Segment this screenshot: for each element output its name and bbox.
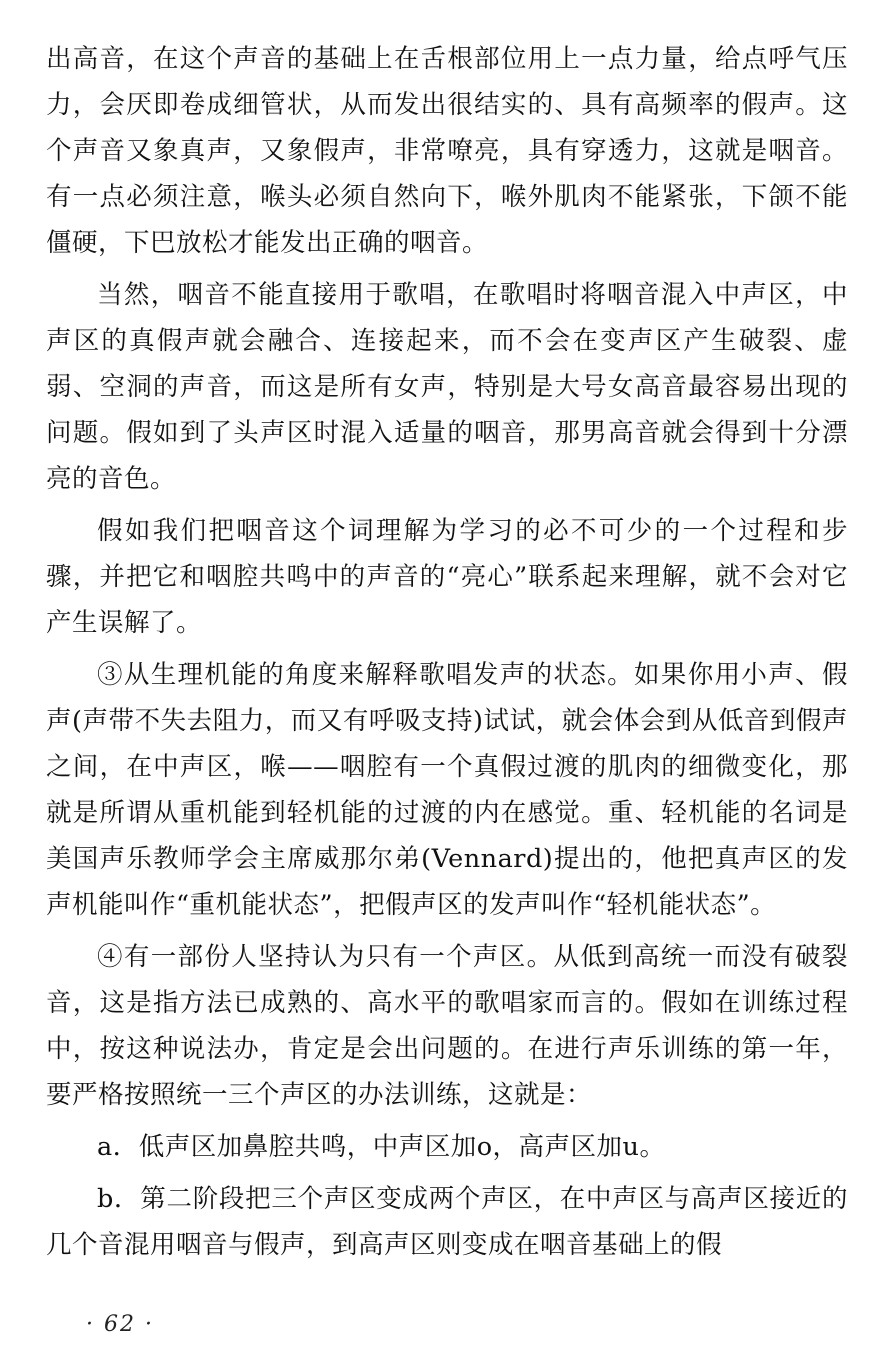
page-body: [46, 36, 848, 1326]
list-item-b: b．第二阶段把三个声区变成两个声区，在中声区与高声区接近的几个音混用咽音与假声，到高声区则变成在咽音基础上的假: [46, 1184, 848, 1260]
paragraph-point-3: ③从生理机能的角度来解释歌唱发声的状态。如果你用小声、假声(声带不失去阻力，而又有呼吸支持)试试，就会体会到从低音到假声之间，在中声区，喉——咽腔有一个真假过渡的肌肉的细微变化，那就是所谓从重机能到轻机能的过渡的内在感觉。重、轻机能的名词是美国声乐教师学会主席威那尔弟(Vennard)提出的，他把真声区的发声机能叫作“重机能状态”，把假声区的发声叫作“轻机能状态”。: [46, 660, 848, 920]
page-number: · 62 ·: [86, 1312, 154, 1337]
paragraph-understanding: 假如我们把咽音这个词理解为学习的必不可少的一个过程和步骤，并把它和咽腔共鸣中的声音的“亮心”联系起来理解，就不会对它产生误解了。: [46, 516, 848, 638]
paragraph-continuation: 出高音，在这个声音的基础上在舌根部位用上一点力量，给点呼气压力，会厌即卷成细管状，从而发出很结实的、具有高频率的假声。这个声音又象真声，又象假声，非常嘹亮，具有穿透力，这就是咽音。有一点必须注意，喉头必须自然向下，喉外肌肉不能紧张，下颌不能僵硬，下巴放松才能发出正确的咽音。: [46, 44, 848, 258]
paragraph-point-4: ④有一部份人坚持认为只有一个声区。从低到高统一而没有破裂音，这是指方法已成熟的、高水平的歌唱家而言的。假如在训练过程中，按这种说法办，肯定是会出问题的。在进行声乐训练的第一年，要严格按照统一三个声区的办法训练，这就是：: [46, 942, 848, 1110]
list-item-a: a．低声区加鼻腔共鸣，中声区加o，高声区加u。: [97, 1132, 666, 1162]
paragraph-mixing-pharyngeal: 当然，咽音不能直接用于歌唱，在歌唱时将咽音混入中声区，中声区的真假声就会融合、连接起来，而不会在变声区产生破裂、虚弱、空洞的声音，而这是所有女声，特别是大号女高音最容易出现的问题。假如到了头声区时混入适量的咽音，那男高音就会得到十分漂亮的音色。: [46, 280, 848, 494]
